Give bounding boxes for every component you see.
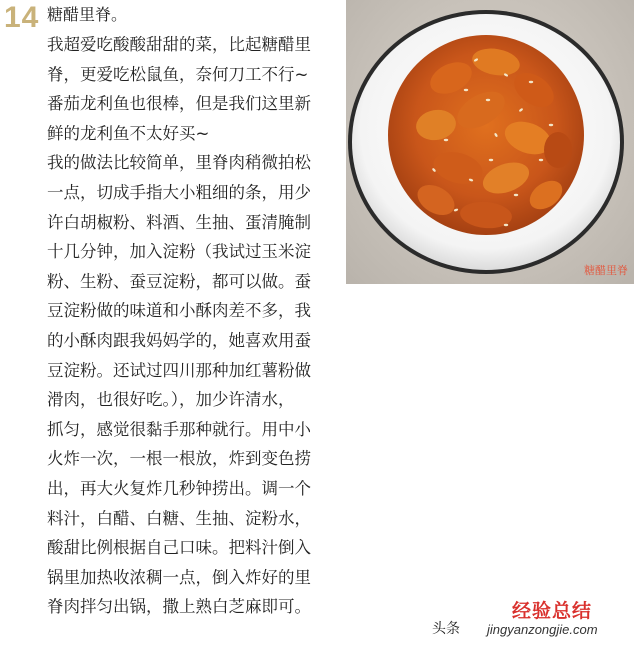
recipe-title: 糖醋里脊。 [47,5,128,24]
dish-illustration [346,0,634,284]
dish-photo [346,0,634,284]
watermark-logo: 经验总结 [512,600,593,622]
recipe-body-text: 我超爱吃酸酸甜甜的菜，比起糖醋里 脊，更爱吃松鼠鱼，奈何刀工不行~ 番茄龙利鱼也很棒，但是我们这里新 鲜的龙利鱼不太好买~ 我的做法比较简单，里脊肉稍微拍松 一点，切成手指大小粗细的条，用少 许白胡椒粉、料酒、生抽、蛋清腌制 十几分钟，加入淀粉（我试过玉米淀 粉、生粉、蚕豆淀粉，都可以做。蚕 豆淀粉做的味道和小酥肉差不多，我 的小酥肉跟我妈妈学的，她喜欢用蚕 豆淀粉。还试过四川那种加红薯粉做 滑肉，也很好吃。），加少许清水， 抓匀，感觉很黏手那种就行。用中小 火炸一次，一根一根放，炸到变色捞 出，再大火复炸几秒钟捞出。调一个 料汁，白醋、白糖、生抽、淀粉水， 酸甜比例根据自己口味。把料汁倒入 锅里加热收浓稠一点，倒入炸好的里 脊肉拌匀出锅，撒上熟白芝麻即可。 [47,35,311,617]
watermark-url: jingyanzongjie.com [487,622,598,637]
pork-pieces [388,35,584,235]
photo-caption: 糖醋里脊 [584,264,628,277]
watermark [432,600,640,648]
recipe-number: 14 [4,1,40,34]
watermark-source: 头条 [432,621,460,637]
